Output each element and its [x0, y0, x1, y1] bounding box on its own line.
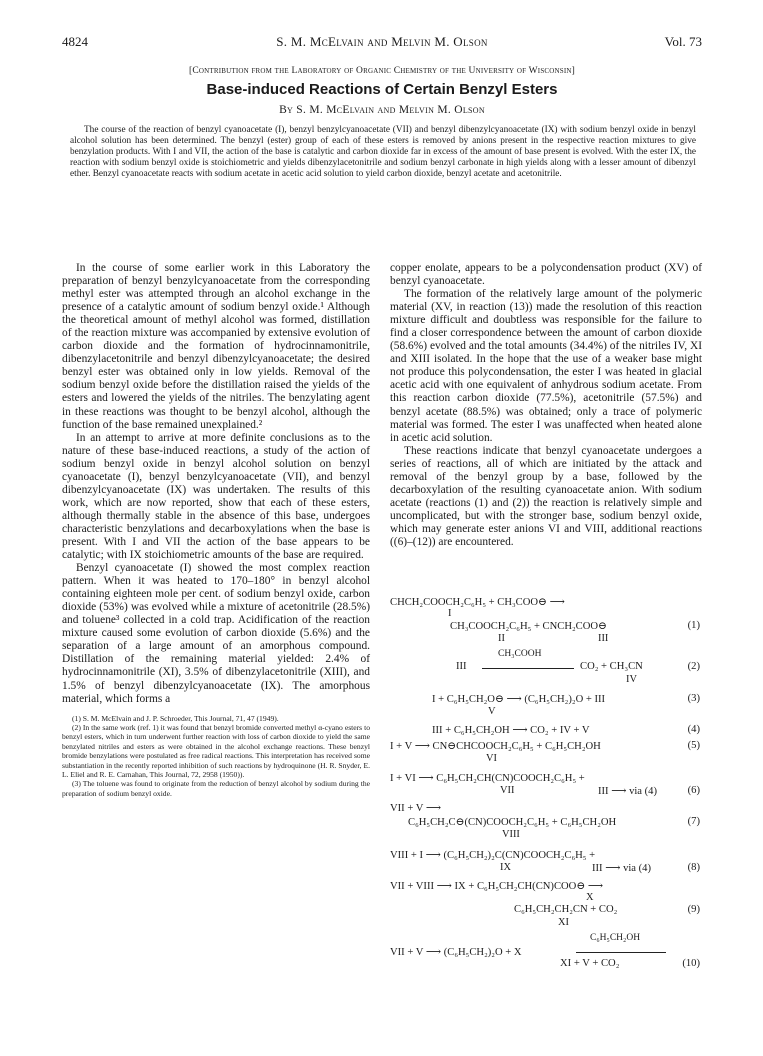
compound-label: XI [558, 917, 569, 928]
reaction-equations [390, 596, 702, 1036]
paragraph: Benzyl cyanoacetate (I) showed the most complex reaction pattern. When it was heated to 170–180° in benzyl alcohol containing eighteen mole per cent. of sodium benzyl oxide, carbon dioxide (53%) was evolved while a mixture of acetonitrile (28.5%) and toluene³ collected in a cold trap. Acidification of the reaction mixture caused some evolution of carbon dioxide (5.6%) and the separation of a large amount of an amorphous compound. Distillation of the remaining material yielded: 2.4% of hydrocinnamonitrile (XI), 3.5% of dibenzylacetonitrile (XIII), and 1.5% of benzyl dibenzylcyanoacetate (IX). The amorphous material, which forms a [62, 562, 370, 705]
equation-10-right: XI + V + CO₂ [560, 958, 620, 969]
left-column [62, 262, 370, 798]
equation-7-line-1: VII + V ⟶ [390, 803, 442, 814]
equation-number: (4) [687, 724, 700, 735]
compound-label: X [586, 892, 594, 903]
reaction-arrow [576, 952, 666, 953]
reagent-over-arrow: CH₃COOH [498, 649, 542, 659]
equation-1-line-2: CH₃COOCH₂C₆H₅ + CNCH₂COO⊖ [450, 621, 607, 632]
equation-number: (6) [687, 785, 700, 796]
contribution-line: [Contribution from the Laboratory of Organic Chemistry of the University of Wisconsin] [188, 66, 576, 76]
equation-6-line-2: III ⟶ via (4) [598, 786, 658, 797]
abstract-text: The course of the reaction of benzyl cyanoacetate (I), benzyl benzylcyanoacetate (VII) and benzyl dibenzylcyanoacetate (IX) with sodium benzyl oxide in benzyl alcohol solution has been determined. The benzyl (ester) group of each of these esters is removed by anions present in the respective reaction mixtures to give benzylation products. With I and VII, the action of the base is catalytic and carbon dioxide far in excess of the amount of base present is evolved. With the ester IX, the reaction with sodium benzyl oxide is stoichiometric and yields dibenzylacetonitrile and sodium benzyl carbonate in high yields along with a lesser amount of dibenzyl ether. Benzyl cyanoacetate reacts with sodium acetate in acetic acid solution to yield carbon dioxide, benzyl acetate and acetonitrile. [70, 125, 696, 179]
paragraph: In an attempt to arrive at more definite conclusions as to the nature of these base-induced reactions, a study of the action of sodium benzyl oxide in benzyl alcohol solution on benzyl cyanoacetate (I), benzyl benzylcyanoacetate (VII), and benzyl dibenzylcyanoacetate (IX) was undertaken. The results of this work, which are now reported, show that each of these esters, although thermally stable in the absence of this base, undergoes characteristic benzylations and decarboxylations when the base is present. With I and VII the action of the base appears to be catalytic; with IX stoichiometric amounts of the base are required. [62, 431, 370, 562]
reaction-arrow [482, 668, 574, 669]
equation-number: (3) [687, 693, 700, 704]
compound-label: IX [500, 862, 511, 873]
paragraph: In the course of some earlier work in this Laboratory the preparation of benzyl benzylcyanoacetate from the corresponding methyl ester was attempted through an alcohol exchange in the presence of a catalytic amount of sodium benzyl oxide.¹ Although the theoretical amount of methyl alcohol was formed, distillation of the reaction mixture was accompanied by extensive evolution of carbon dioxide and the formation of hydrocinnamonitrile, dibenzylacetonitrile and benzyl dibenzylcyanoacetate; the desired benzyl ester was obtained only in low yields. Removal of the sodium benzyl oxide before the distillation raised the yields of the esters and lowered the yields of the nitriles. The benzylating agent in these reactions was thought to be benzyl alcohol, although the function of the base remained unexplained.² [62, 262, 370, 431]
equation-5: I + V ⟶ CN⊖CHCOOCH₂C₆H₅ + C₆H₅CH₂OH [390, 741, 601, 752]
footnote: (2) In the same work (ref. 1) it was found that benzyl bromide converted methyl α-cyano esters to benzyl esters, which in turn underwent further reaction with loss of carbon dioxide to yield the same benzylated nitriles and esters as were obtained in the alcohol exchange reactions. These benzyl bromide benzylations were postulated as free radical reactions. This interpretation has received some substantiation in the recently reported inhibition of such reactions by hydroquinone (H. R. Snyder, E. L. Eliel and R. E. Carnahan, This Journal, 72, 2958 (1950)). [62, 723, 370, 780]
footnote: (3) The toluene was found to originate from the reduction of benzyl alcohol by sodium during the preparation of sodium benzyl oxide. [62, 779, 370, 798]
paragraph: copper enolate, appears to be a polycondensation product (XV) of benzyl cyanoacetate. [390, 262, 702, 288]
paragraph: The formation of the relatively large amount of the polymeric material (XV, in reaction (13)) made the resolution of this reaction mixture difficult and doubtless was responsible for the failure to find a closer correspondence between the amount of carbon dioxide (58.6%) evolved and the total amounts (34.4%) of the nitriles IV, XI and XIII isolated. In the hope that the use of a weaker base might not produce this polycondensation, the ester I was heated in glacial acetic acid with one equivalent of anhydrous sodium acetate. From this reaction carbon dioxide (77.5%), acetonitrile (57.5%) and benzyl acetate (88.5%) was obtained; only a trace of polymeric material was formed. The ester I was unaffected when heated alone in acetic acid solution. [390, 288, 702, 444]
compound-label: VII [500, 785, 515, 796]
equation-10-left: VII + V ⟶ (C₆H₅CH₂)₂O + X [390, 947, 522, 958]
compound-label: I [448, 608, 452, 619]
equation-3: I + C₆H₅CH₂O⊖ ⟶ (C₆H₅CH₂)₂O + III [432, 694, 606, 705]
equation-8-line-2: III ⟶ via (4) [592, 863, 652, 874]
reagent-over-arrow: C₆H₅CH₂OH [590, 933, 641, 943]
compound-label: VI [486, 753, 497, 764]
compound-label: VIII [502, 829, 520, 840]
equation-7-line-2: C₆H₅CH₂C⊖(CN)COOCH₂C₆H₅ + C₆H₅CH₂OH [408, 817, 617, 828]
page-number: 4824 [62, 34, 88, 49]
running-head [62, 34, 702, 52]
equation-number: (10) [682, 958, 700, 969]
equation-9-line-1: VII + VIII ⟶ IX + C₆H₅CH₂CH(CN)COO⊖ ⟶ [390, 881, 604, 892]
equation-number: (1) [687, 620, 700, 631]
equation-number: (5) [687, 740, 700, 751]
compound-label: V [488, 706, 496, 717]
equation-1-line-1: CHCH₂COOCH₂C₆H₅ + CH₃COO⊖ ⟶ [390, 597, 565, 608]
equation-number: (2) [687, 661, 700, 672]
byline: By S. M. McElvain and Melvin M. Olson [279, 104, 485, 116]
volume-number: Vol. 73 [664, 34, 702, 49]
running-head-authors: S. M. McElvain and Melvin M. Olson [276, 34, 488, 49]
article-title: Base-induced Reactions of Certain Benzyl Esters [206, 81, 558, 98]
equation-2-left: III [456, 661, 467, 672]
equation-number: (8) [687, 862, 700, 873]
equation-8-line-1: VIII + I ⟶ (C₆H₅CH₂)₂C(CN)COOCH₂C₆H₅ + [390, 850, 596, 861]
footnotes [62, 714, 370, 799]
paragraph: These reactions indicate that benzyl cyanoacetate undergoes a series of reactions, all of which are initiated by the attack and removal of the benzyl group by a base, followed by the decarboxylation of the resulting cyanoacetate anion. With sodium acetate (reactions (1) and (2)) the reaction is relatively simple and uncomplicated, but with the stronger base, sodium benzyl oxide, which may generate ester anions VI and VIII, additional reactions ((6)–(12)) are encountered. [390, 444, 702, 548]
equation-4: III + C₆H₅CH₂OH ⟶ CO₂ + IV + V [432, 725, 590, 736]
equation-2-right: CO₂ + CH₃CN [580, 661, 643, 672]
compound-label: II [498, 633, 505, 644]
equation-6-line-1: I + VI ⟶ C₆H₅CH₂CH(CN)COOCH₂C₆H₅ + [390, 773, 585, 784]
footnote: (1) S. M. McElvain and J. P. Schroeder, This Journal, 71, 47 (1949). [72, 713, 279, 723]
equation-9-line-2: C₆H₅CH₂CH₂CN + CO₂ [514, 904, 618, 915]
abstract [70, 125, 696, 180]
equation-number: (7) [687, 816, 700, 827]
right-column [390, 262, 702, 549]
compound-label: III [598, 633, 609, 644]
compound-label: IV [626, 674, 637, 685]
equation-number: (9) [687, 904, 700, 915]
